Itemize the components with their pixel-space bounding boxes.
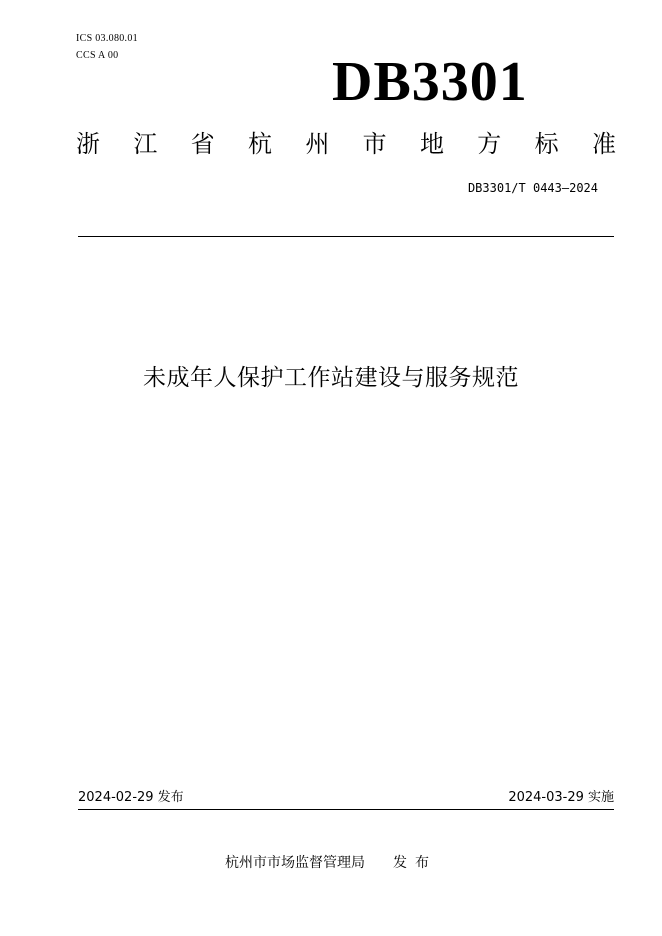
standard-type-char: 市: [362, 130, 387, 158]
standard-type-char: 地: [419, 130, 444, 158]
document-title: 未成年人保护工作站建设与服务规范: [143, 365, 519, 391]
standard-type-char: 标: [534, 130, 559, 158]
issuer-line: [0, 853, 662, 873]
standard-type-heading: [76, 124, 616, 164]
standard-type-char: 州: [305, 130, 330, 158]
standard-type-char: 省: [190, 130, 215, 158]
standard-type-char: 杭: [247, 130, 272, 158]
standard-code-logo: DB3301: [332, 51, 528, 113]
issue-date: 2024-02-29 发布: [78, 790, 184, 805]
issuer-name: 杭州市市场监督管理局: [225, 855, 365, 871]
standard-type-char: 江: [133, 130, 158, 158]
ics-code: ICS 03.080.01: [76, 33, 138, 44]
implementation-date: 2024-03-29 实施: [508, 790, 614, 805]
standard-number: DB3301/T 0443—2024: [467, 181, 598, 195]
standard-type-char: 浙: [76, 130, 100, 158]
issued-label: 发布: [393, 855, 437, 871]
ccs-code: CCS A 00: [76, 50, 119, 61]
standard-type-char: 方: [477, 130, 502, 158]
header-divider: [78, 236, 614, 237]
standard-type-char: 准: [591, 130, 616, 158]
footer-divider: [78, 809, 614, 810]
